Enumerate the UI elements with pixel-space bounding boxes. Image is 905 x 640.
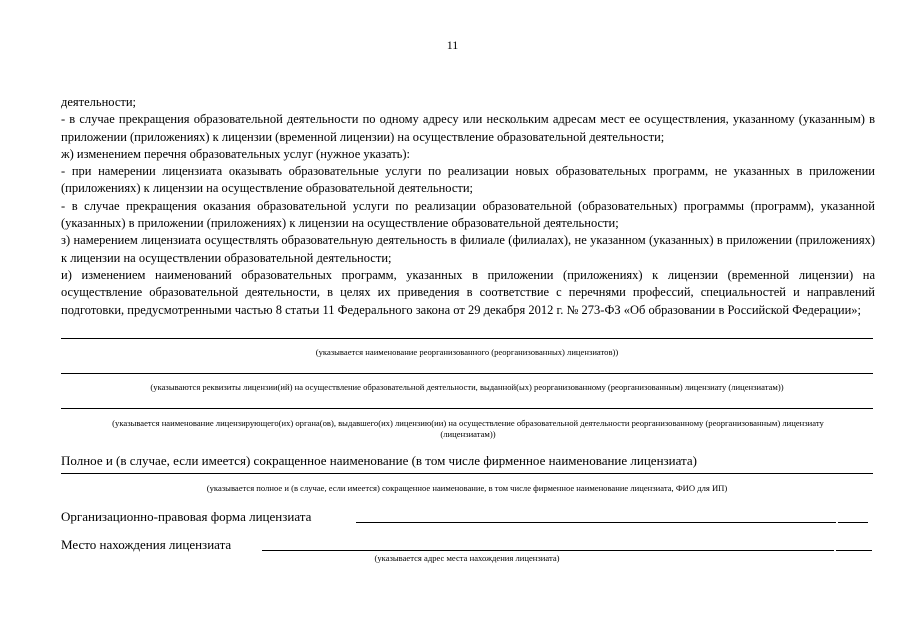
paragraph: - при намерении лицензиата оказывать образовательные услуги по реализации новых образовательных программ, не указанных в приложении (приложениях) к лицензии на осуществление образовательной деятельности; — [61, 164, 875, 196]
paragraph: деятельности; — [61, 95, 137, 109]
reorganized-name-input-line[interactable] — [61, 338, 873, 339]
licensing-body-caption: (указывается наименование лицензирующего(их) органа(ов), выдавшего(их) лицензию(ии) на осуществление образовательной деятельности реорганизованному (реорганизованным) лицензиату (лицензиатам)) — [112, 418, 824, 439]
location-input-line-end[interactable] — [836, 536, 872, 551]
full-name-caption: (указывается полное и (в случае, если имеется) сокращенное наименование, в том числе фирменное наименование лицензиата, ФИО для ИП) — [206, 483, 728, 493]
body-text — [61, 94, 875, 319]
paragraph: з) намерением лицензиата осуществлять образовательную деятельность в филиале (филиалах), не указанном (указанных) в приложении (приложениях) к лицензии на осуществлении образовательной деятельности; — [61, 233, 875, 265]
location-input-line[interactable] — [262, 536, 834, 551]
paragraph: ж) изменением перечня образовательных услуг (нужное указать): — [61, 146, 411, 161]
legal-form-input-line-end[interactable] — [838, 508, 868, 523]
licensing-body-input-line[interactable] — [61, 408, 873, 409]
location-label: Место нахождения лицензиата — [61, 537, 232, 552]
full-name-heading: Полное и (в случае, если имеется) сокращенное наименование (в том числе фирменное наименование лицензиата) — [61, 453, 697, 468]
legal-form-label: Организационно-правовая форма лицензиата — [61, 509, 312, 524]
paragraph: и) изменением наименований образовательных программ, указанных в приложении (приложениях) к лицензии (временной лицензии) на осуществление образовательной деятельности, в целях их приведения в соответствие с перечнями профессий, специальностей и направлений подготовки, предусмотренными частью 8 статьи 11 Федерального закона от 29 декабря 2012 г. № 273-ФЗ «Об образовании в Российской Федерации»; — [61, 267, 875, 317]
address-caption: (указывается адрес места нахождения лицензиата) — [374, 553, 560, 563]
legal-form-input-line[interactable] — [356, 508, 836, 523]
full-name-input-line[interactable] — [61, 473, 873, 474]
paragraph: - в случае прекращения оказания образовательной услуги по реализации образовательной (образовательных) программы (программ), указанной (указанных) в приложении (приложениях) к лицензии на осуществление образовательной деятельности; — [61, 198, 875, 231]
page-number: 11 — [446, 38, 459, 52]
reorganized-name-caption: (указывается наименование реорганизованного (реорганизованных) лицензиатов)) — [315, 347, 619, 357]
license-details-input-line[interactable] — [61, 373, 873, 374]
paragraph: - в случае прекращения образовательной деятельности по одному адресу или нескольким адресам мест ее осуществления, указанному (указанным) в приложении (приложениях) к лицензии (временной лицензии) на осуществление образовательной деятельности; — [61, 112, 875, 144]
license-details-caption: (указываются реквизиты лицензии(ий) на осуществление образовательной деятельности, выданной(ых) реорганизованному (реорганизованным) лицензиату (лицензиатам)) — [150, 382, 784, 392]
